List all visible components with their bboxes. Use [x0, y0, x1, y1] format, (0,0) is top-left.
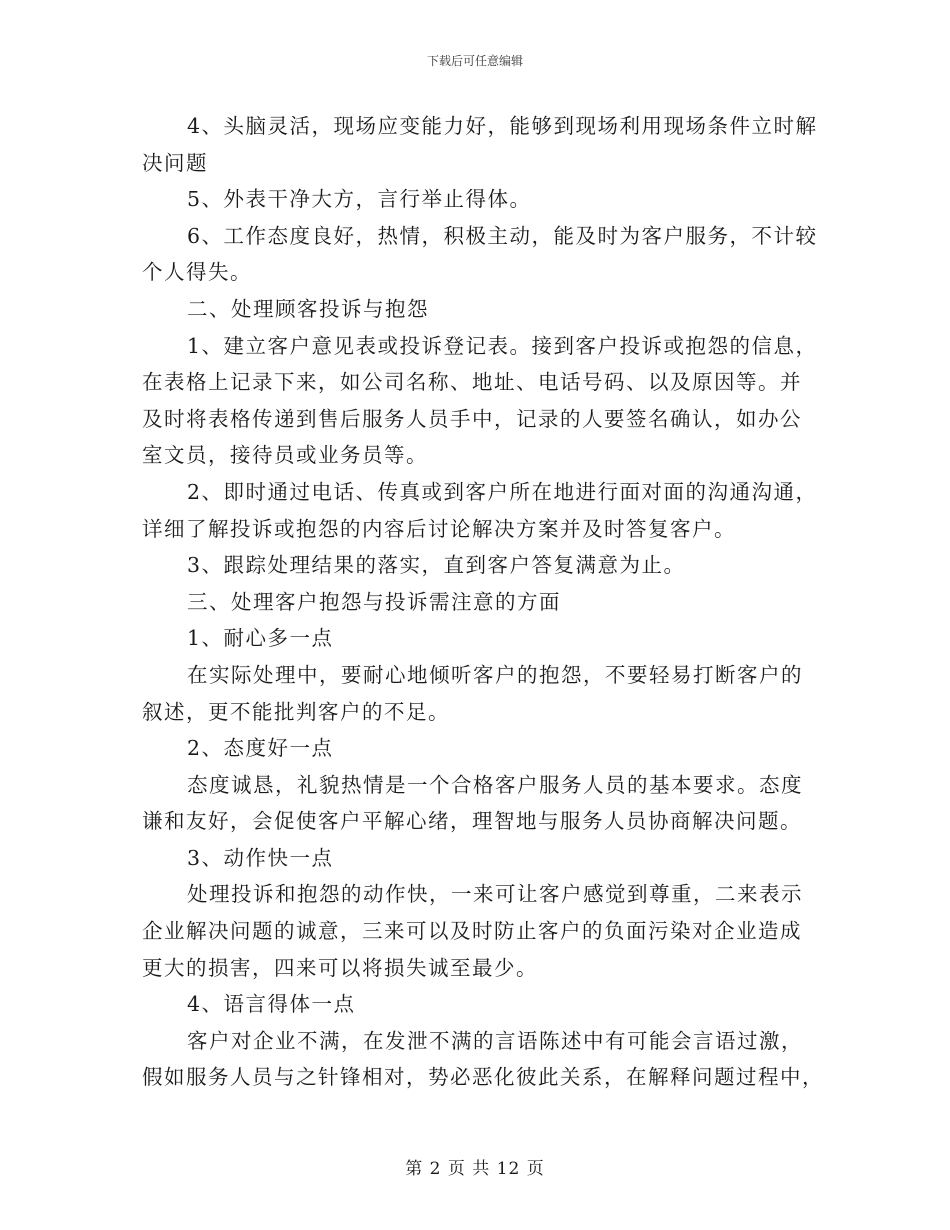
text-line: 及时将表格传递到售后服务人员手中，记录的人要签名确认，如办公 — [142, 406, 802, 431]
text-line: 详细了解投诉或抱怨的内容后讨论解决方案并及时答复客户。 — [142, 516, 736, 541]
text-line: 4、语言得体一点 — [187, 992, 356, 1017]
text-line: 2、即时通过电话、传真或到客户所在地进行面对面的沟通沟通， — [187, 479, 818, 504]
text-line: 三、处理客户抱怨与投诉需注意的方面 — [187, 589, 561, 614]
text-line: 假如服务人员与之针锋相对，势必恶化彼此关系，在解释问题过程中， — [142, 1065, 824, 1090]
paragraph — [142, 584, 814, 621]
text-line: 叙述，更不能批判客户的不足。 — [142, 699, 450, 724]
text-line: 3、动作快一点 — [187, 845, 334, 870]
text-line: 在实际处理中，要耐心地倾听客户的抱怨，不要轻易打断客户的 — [187, 662, 803, 687]
text-line: 决问题 — [142, 150, 208, 175]
text-line: 二、处理顾客投诉与抱怨 — [187, 296, 429, 321]
paragraph — [142, 876, 814, 986]
paragraph — [142, 291, 814, 328]
page-header: 下载后可任意编辑 — [426, 54, 523, 68]
text-line: 在表格上记录下来，如公司名称、地址、电话号码、以及原因等。并 — [142, 370, 802, 395]
paragraph — [142, 181, 814, 218]
paragraph — [142, 1023, 824, 1096]
paragraph — [142, 108, 818, 181]
paragraph — [142, 730, 814, 767]
text-line: 谦和友好，会促使客户平解心绪，理智地与服务人员协商解决问题。 — [142, 809, 802, 834]
text-line: 4、头脑灵活，现场应变能力好，能够到现场利用现场条件立时解 — [187, 114, 818, 138]
text-line: 1、耐心多一点 — [187, 626, 334, 651]
text-line: 客户对企业不满，在发泄不满的言语陈述中有可能会言语过激， — [187, 1028, 803, 1053]
text-line: 更大的损害，四来可以将损失诚至最少。 — [142, 955, 538, 980]
text-line: 5、外表干净大方，言行举止得体。 — [187, 187, 532, 212]
text-line: 室文员，接待员或业务员等。 — [142, 443, 428, 468]
paragraph — [142, 840, 814, 877]
paragraph — [142, 986, 814, 1023]
document-body — [142, 108, 824, 1096]
text-line: 6、工作态度良好，热情，积极主动，能及时为客户服务，不计较 — [187, 223, 818, 248]
paragraph — [142, 767, 814, 840]
text-line: 2、态度好一点 — [187, 736, 334, 761]
paragraph — [142, 657, 814, 730]
text-line: 1、建立客户意见表或投诉登记表。接到客户投诉或抱怨的信息， — [187, 333, 818, 358]
paragraph — [142, 328, 818, 474]
paragraph — [142, 620, 814, 657]
paragraph — [142, 474, 818, 547]
text-line: 企业解决问题的诚意，三来可以及时防止客户的负面污染对企业造成 — [142, 919, 802, 944]
text-line: 个人得失。 — [142, 260, 252, 285]
paragraph — [142, 218, 818, 291]
paragraph — [142, 547, 814, 584]
page-number: 第 2 页 共 12 页 — [405, 1159, 545, 1179]
text-line: 3、跟踪处理结果的落实，直到客户答复满意为止。 — [187, 553, 686, 578]
text-line: 处理投诉和抱怨的动作快，一来可让客户感觉到尊重，二来表示 — [187, 882, 803, 907]
text-line: 态度诚恳，礼貌热情是一个合格客户服务人员的基本要求。态度 — [187, 772, 803, 797]
